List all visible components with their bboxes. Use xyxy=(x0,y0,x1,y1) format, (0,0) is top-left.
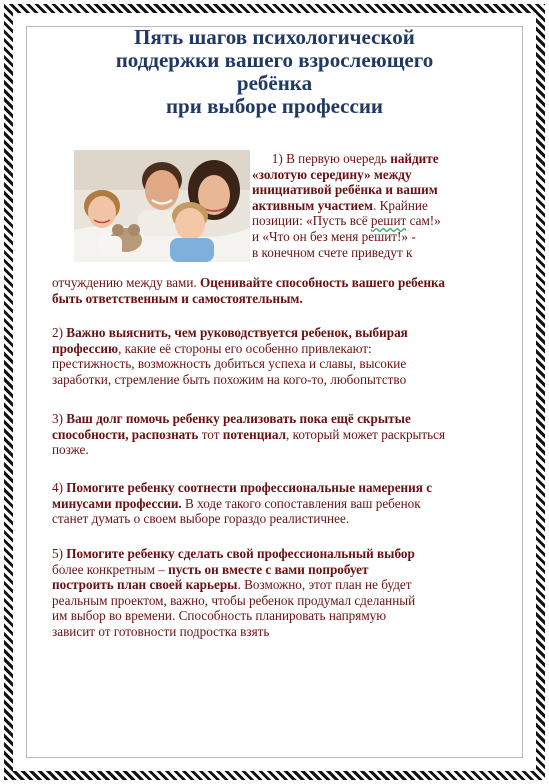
step-2-line xyxy=(52,325,522,341)
text-run: Помогите ребенку соотнести профессиональные намерения с xyxy=(66,480,433,495)
text-run: тот xyxy=(198,426,223,442)
step-3-line: позже. xyxy=(52,442,89,458)
step-1-line xyxy=(252,213,492,229)
text-run: 1) В первую очередь xyxy=(271,151,391,166)
step-4-line xyxy=(52,496,522,512)
step-3-line xyxy=(52,411,522,427)
title-line-1: Пять шагов психологической xyxy=(134,25,415,49)
step-2-paragraph xyxy=(52,325,522,387)
step-5-line xyxy=(52,577,522,593)
step-2-line: престижность, возможность добиться успеха и славы, высокие xyxy=(52,356,407,372)
text-run: . Крайние xyxy=(372,197,428,213)
step-1-line: быть ответственным и самостоятельным. xyxy=(52,290,303,306)
step-4-line xyxy=(52,480,522,496)
step-5-line: реальным проектом, важно, чтобы ребенок продумал сделанный xyxy=(52,592,416,608)
step-5-line xyxy=(52,546,522,562)
step-1-line: инициативой ребёнка и вашим xyxy=(252,182,438,198)
text-run: 3) xyxy=(52,411,67,426)
step-5-paragraph xyxy=(52,546,522,640)
text-run: . Возможно, этот план не будет xyxy=(237,577,412,593)
text-run: Важно выяснить, чем руководствуется ребенок, выбирая xyxy=(66,325,408,340)
text-run: минусами профессии. xyxy=(52,495,182,511)
step-5-line xyxy=(52,562,522,578)
spellcheck-word: решит xyxy=(370,213,407,229)
step-4-paragraph xyxy=(52,480,522,527)
text-run: 5) xyxy=(52,546,67,561)
text-run: активным участием xyxy=(252,197,373,213)
text-run: пусть он вместе с вами попробует xyxy=(168,561,369,577)
text-run: потенциал xyxy=(222,426,287,442)
text-run: , который может раскрыться xyxy=(286,426,446,442)
text-run: , какие её стороны его особенно привлекают: xyxy=(118,340,372,356)
family-photo xyxy=(74,150,250,262)
title-line-2: поддержки вашего взрослеющего xyxy=(115,48,434,72)
text-run: Помогите ребенку сделать свой профессиональный выбор xyxy=(66,546,415,561)
step-3-paragraph xyxy=(52,411,522,458)
text-run: профессию xyxy=(52,340,119,356)
text-run: более конкретным – xyxy=(52,561,169,577)
page-title xyxy=(40,26,509,118)
text-run: отчуждению между вами. xyxy=(52,275,200,290)
text-run: 4) xyxy=(52,480,67,495)
page-border xyxy=(4,4,545,780)
step-5-line: им выбор во времени. Способность планировать напрямую xyxy=(52,608,387,624)
step-1-line xyxy=(252,198,492,214)
step-1-line xyxy=(252,151,492,167)
step-1-line: «золотую середину» между xyxy=(252,166,412,182)
text-run: сам!» xyxy=(406,213,441,229)
text-run: позиции: «Пусть всё xyxy=(252,213,371,229)
step-1-line: и «Что он без меня решит!» - xyxy=(252,228,416,244)
title-line-4: при выборе профессии xyxy=(165,94,384,118)
text-run: 2) xyxy=(52,325,67,340)
step-3-line xyxy=(52,427,522,443)
text-run: Оценивайте способность вашего ребенка xyxy=(200,275,446,290)
step-1-line xyxy=(52,275,522,291)
step-4-line: станет думать о своем выборе гораздо реалистичнее. xyxy=(52,511,350,527)
step-2-line xyxy=(52,341,522,357)
text-run: способности, распознать xyxy=(52,426,199,442)
step-1-line: в конечном счете приведут к xyxy=(252,244,413,260)
text-run: Ваш долг помочь ребенку реализовать пока ещё скрытые xyxy=(66,411,411,426)
inner-border xyxy=(26,26,523,758)
title-line-3: ребёнка xyxy=(236,71,313,95)
step-5-line: зависит от готовности подростка взять xyxy=(52,623,270,639)
text-run: найдите xyxy=(390,151,439,166)
step-2-line: заработки, стремление быть похожим на кого-то, любопытство xyxy=(52,371,407,387)
text-run: построить план своей карьеры xyxy=(52,577,238,593)
step-1-bottom-text xyxy=(52,275,522,306)
step-1-side-text xyxy=(252,151,492,260)
text-run: В ходе такого сопоставления ваш ребенок xyxy=(181,495,421,511)
